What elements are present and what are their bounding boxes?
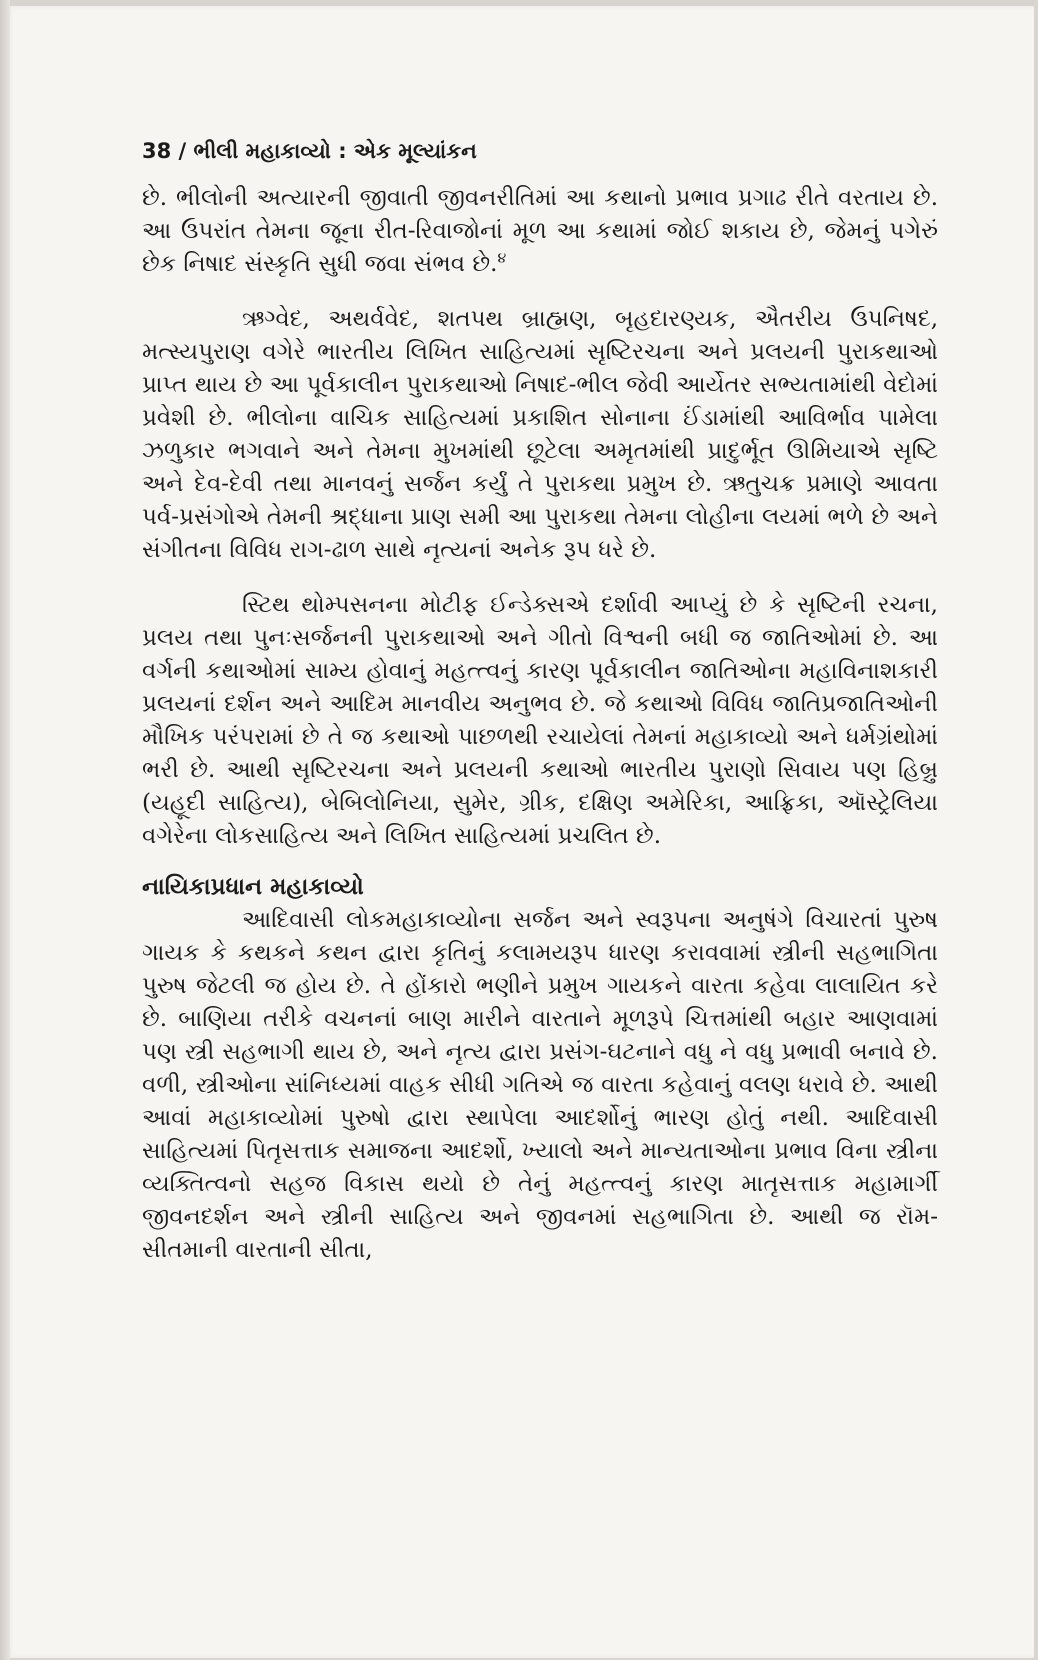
page-edge-right: [1034, 0, 1038, 1660]
section-heading: નાયિકાપ્રધાન મહાકાવ્યો: [142, 874, 364, 900]
page-edge-shadow: [0, 0, 10, 1660]
running-head: 38 / ભીલી મહાકાવ્યો : એક મૂલ્યાંકન: [142, 139, 477, 163]
paragraph-2: ઋગ્વેદ, અથર્વવેદ, શતપથ બ્રાહ્મણ, બૃહદારણ્યક, ઐતરીય ઉપનિષદ, મત્સ્યપુરાણ વગેરે ભારતીય લિખિત સાહિત્યમાં સૃષ્ટિરચના અને પ્રલયની પુરાકથાઓ પ્રાપ્ત થાય છે આ પૂર્વકાલીન પુરાકથાઓ નિષાદ-ભીલ જેવી આર્યેતર સભ્યતામાંથી વેદોમાં પ્રવેશી છે. ભીલોના વાચિક સાહિત્યમાં પ્રકાશિત સોનાના ઈંડામાંથી આવિર્ભાવ પામેલા ઝળુકાર ભગવાને અને તેમના મુખમાંથી છૂટેલા અમૃતમાંથી પ્રાદુર્ભૂત ઊમિયાએ સૃષ્ટિ અને દેવ-દેવી તથા માનવનું સર્જન કર્યું તે પુરાકથા પ્રમુખ છે. ઋતુચક્ર પ્રમાણે આવતા પર્વ-પ્રસંગોએ તેમની શ્રદ્ધાના પ્રાણ સમી આ પુરાકથા તેમના લોહીના લયમાં ભળે છે અને સંગીતના વિવિધ રાગ-ઢાળ સાથે નૃત્યનાં અનેક રૂપ ધરે છે.: [142, 306, 938, 563]
page-content: [142, 136, 938, 1267]
paragraph-1-text: છે. ભીલોની અત્યારની જીવાતી જીવનરીતિમાં આ કથાનો પ્રભાવ પ્રગાઢ રીતે વરતાય છે. આ ઉપરાંત તેમના જૂના રીત-રિવાજોનાં મૂળ આ કથામાં જોઈ શકાય છે, જેમનું પગેરું છેક નિષાદ સંસ્કૃતિ સુધી જવા સંભવ છે.: [142, 185, 938, 277]
paragraph-4: આદિવાસી લોકમહાકાવ્યોના સર્જન અને સ્વરૂપના અનુષંગે વિચારતાં પુરુષ ગાયક કે કથકને કથન દ્વારા કૃતિનું કલામયરૂપ ધારણ કરાવવામાં સ્ત્રીની સહભાગિતા પુરુષ જેટલી જ હોય છે. તે હોંકારો ભણીને પ્રમુખ ગાયકને વારતા કહેવા લાલાયિત કરે છે. બાણિયા તરીકે વચનનાં બાણ મારીને વારતાને મૂળરૂપે ચિત્તમાંથી બહાર આણવામાં પણ સ્ત્રી સહભાગી થાય છે, અને નૃત્ય દ્વારા પ્રસંગ-ઘટનાને વધુ ને વધુ પ્રભાવી બનાવે છે. વળી, સ્ત્રીઓના સાંનિધ્યમાં વાહક સીધી ગતિએ જ વારતા કહેવાનું વલણ ધરાવે છે. આથી આવાં મહાકાવ્યોમાં પુરુષો દ્વારા સ્થાપેલા આદર્શોનું ભારણ હોતું નથી. આદિવાસી સાહિત્યમાં પિતૃસત્તાક સમાજના આદર્શો, ખ્યાલો અને માન્યતાઓના પ્રભાવ વિના સ્ત્રીના વ્યક્તિત્વનો સહજ વિકાસ થયો છે તેનું મહત્ત્વનું કારણ માતૃસત્તાક મહામાર્ગી જીવનદર્શન અને સ્ત્રીની સાહિત્ય અને જીવનમાં સહભાગિતા છે. આથી જ રૉમ-સીતમાની વારતાની સીતા,: [142, 907, 938, 1263]
footnote-marker[interactable]: ૪: [497, 250, 507, 267]
paragraph-1: [142, 182, 938, 281]
paragraph-3: સ્ટિથ થોમ્પસનના મોટીફ ઈન્ડેક્સએ દર્શાવી આપ્યું છે કે સૃષ્ટિની રચના, પ્રલય તથા પુનઃસર્જનની પુરાકથાઓ અને ગીતો વિશ્વની બધી જ જાતિઓમાં છે. આ વર્ગની કથાઓમાં સામ્ય હોવાનું મહત્ત્વનું કારણ પૂર્વકાલીન જાતિઓના મહાવિનાશકારી પ્રલયનાં દર્શન અને આદિમ માનવીય અનુભવ છે. જે કથાઓ વિવિધ જાતિપ્રજાતિઓની મૌખિક પરંપરામાં છે તે જ કથાઓ પાછળથી રચાયેલાં તેમનાં મહાકાવ્યો અને ધર્મગ્રંથોમાં ભરી છે. આથી સૃષ્ટિરચના અને પ્રલયની કથાઓ ભારતીય પુરાણો સિવાય પણ હિબ્રુ (યહૂદી સાહિત્ય), બેબિલોનિયા, સુમેર, ગ્રીક, દક્ષિણ અમેરિકા, આફ્રિકા, ઑસ્ટ્રેલિયા વગેરેના લોકસાહિત્ય અને લિખિત સાહિત્યમાં પ્રચલિત છે.: [142, 592, 938, 849]
